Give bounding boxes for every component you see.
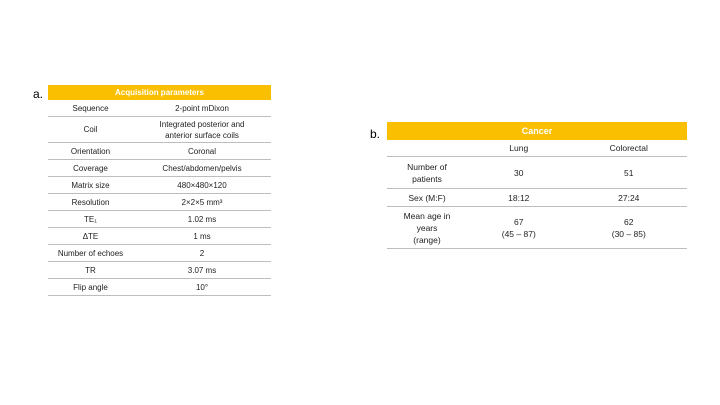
column-header: Lung [467,140,571,157]
param-value: Chest/abdomen/pelvis [133,160,271,177]
cell-line: (30 – 85) [611,228,646,239]
table-cell: 27:24 [571,189,687,207]
table-row [48,117,271,143]
table-header: Cancer [387,122,687,140]
empty-cell [387,140,467,157]
table-row [48,100,271,117]
param-name: Orientation [48,143,133,160]
param-name: Number of echoes [48,245,133,262]
table-cell: 18:12 [467,189,571,207]
table-header: Acquisition parameters [48,85,271,100]
param-name: ΔTE [48,228,133,245]
param-name: TR [48,262,133,279]
column-header: Colorectal [571,140,687,157]
row-label [387,157,467,189]
param-value: 10° [133,279,271,296]
table-cell: 30 [467,157,571,189]
param-name: Matrix size [48,177,133,194]
table-row [48,262,271,279]
row-label-line: patients [412,173,442,184]
table-row [48,194,271,211]
acquisition-parameters-table [48,85,271,296]
panel-a-label: a. [33,87,44,101]
param-value: 1 ms [133,228,271,245]
panel-b-label: b. [370,127,381,141]
table-row [387,207,687,249]
table-cell: 51 [571,157,687,189]
row-label-line: years [416,222,438,233]
row-label-line: (range) [413,234,441,245]
param-name: Sequence [48,100,133,117]
column-header-row [387,140,687,157]
param-name: Resolution [48,194,133,211]
param-value: 3.07 ms [133,262,271,279]
cell-line: 62 [624,216,634,227]
param-value: 1.02 ms [133,211,271,228]
table-row [48,211,271,228]
table-row [387,157,687,189]
table-row [48,177,271,194]
cell-line: 67 [514,216,524,227]
table-row [387,189,687,207]
param-name: Coil [48,117,133,143]
param-value: 2 [133,245,271,262]
param-value: Integrated posterior and anterior surface coils [133,117,271,143]
table-row [48,279,271,296]
param-name: Flip angle [48,279,133,296]
row-label [387,207,467,249]
row-label: Sex (M:F) [387,189,467,207]
table-row [48,160,271,177]
table-cell [467,207,571,249]
param-name: TE₁ [48,211,133,228]
table-row [48,143,271,160]
cell-line: (45 – 87) [501,228,536,239]
table-row [48,245,271,262]
table-cell [571,207,687,249]
row-label-line: Number of [407,161,447,172]
param-value: 480×480×120 [133,177,271,194]
param-value: 2-point mDixon [133,100,271,117]
param-name: Coverage [48,160,133,177]
row-label-line: Mean age in [403,210,451,221]
param-value: 2×2×5 mm³ [133,194,271,211]
table-row [48,228,271,245]
cancer-cohort-table [387,122,687,249]
param-value: Coronal [133,143,271,160]
